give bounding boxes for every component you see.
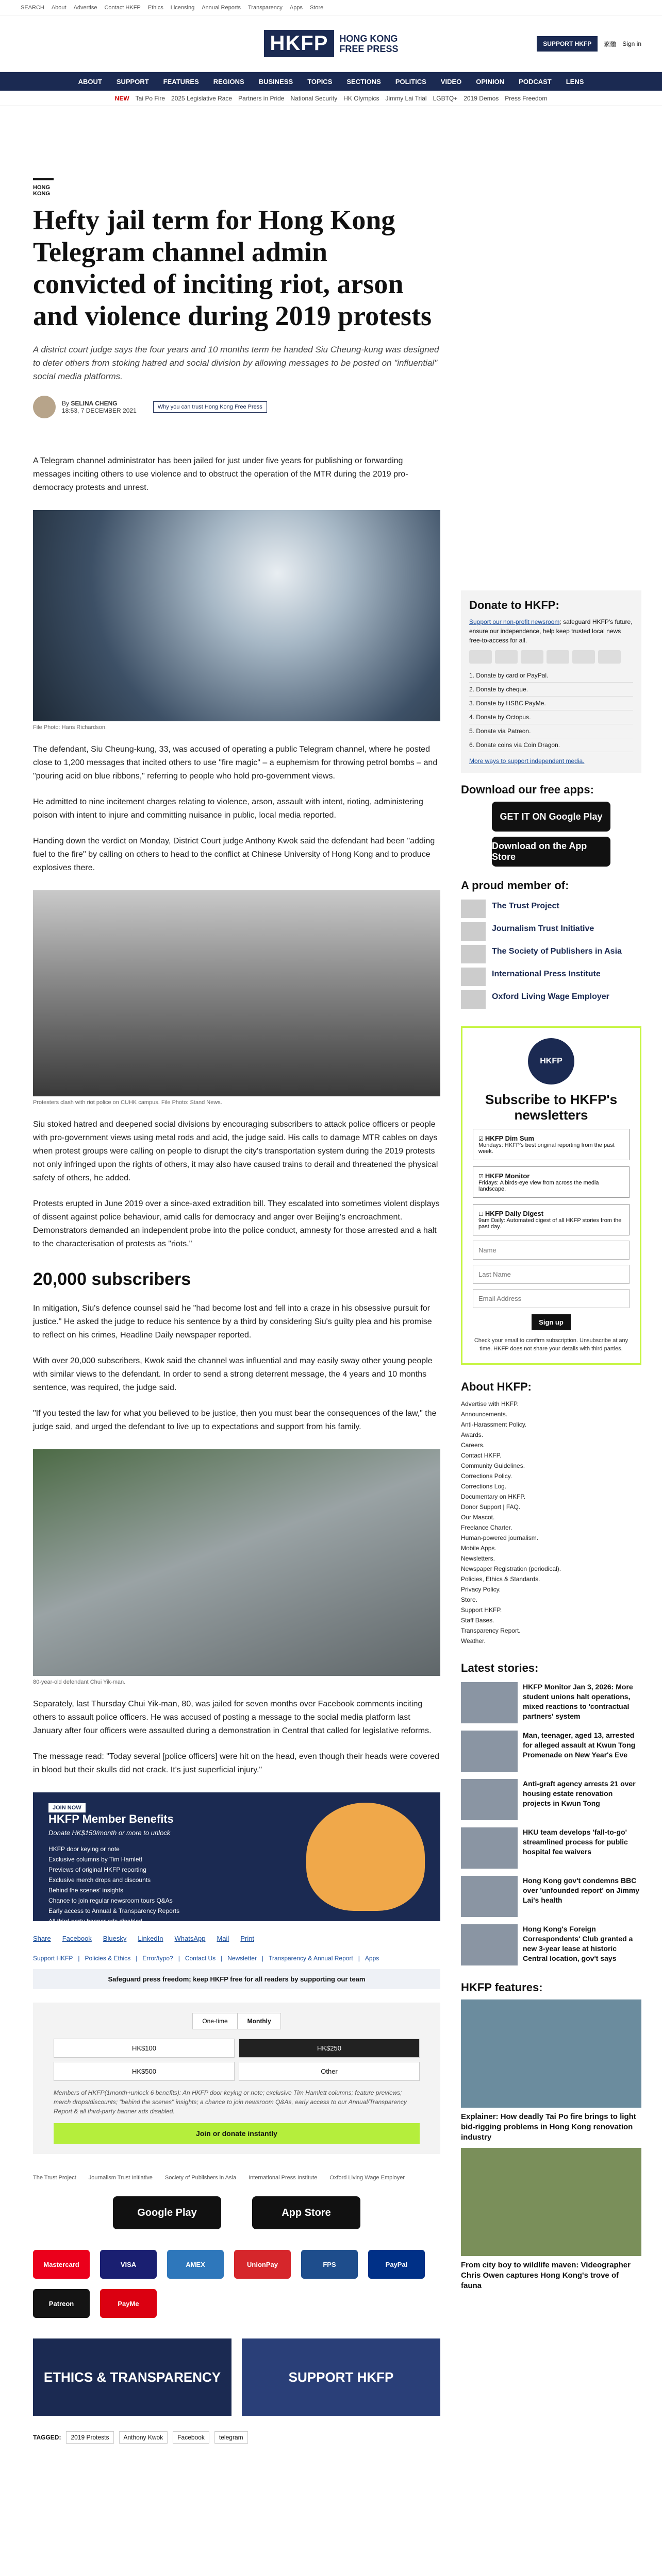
about-link[interactable]: Our Mascot. [461, 1514, 495, 1521]
patreon-icon: Patreon [33, 2289, 90, 2318]
latest-item[interactable]: Hong Kong's Foreign Correspondents' Club granted a new 3-year lease at historic Central location, gov't says [461, 1924, 641, 1965]
about-link[interactable]: Privacy Policy. [461, 1586, 501, 1593]
header-actions [537, 36, 641, 52]
amount-other[interactable]: Other [239, 2062, 420, 2081]
share-whatsapp[interactable]: WhatsApp [174, 1935, 206, 1942]
card-icon [495, 650, 518, 664]
paragraph: The defendant, Siu Cheung-kung, 33, was accused of operating a public Telegram channel, where he posted close to 1,200 messages that incited others to use "fire magic" – a euphemism for throwing petrol bombs – and "pouring acid on blue ribbons," referring to people who hold pro-government views. [33, 745, 438, 781]
share-label[interactable]: Share [33, 1935, 51, 1942]
latest-item[interactable]: Man, teenager, aged 13, arrested for alleged assault at Kwun Tong Promenade on New Year's Eve [461, 1731, 641, 1772]
about-link[interactable]: Community Guidelines. [461, 1462, 525, 1469]
about-link[interactable]: Contact HKFP. [461, 1452, 502, 1459]
card-icon [469, 650, 492, 664]
about-link[interactable]: Newspaper Registration (periodical). [461, 1565, 561, 1572]
email-field[interactable] [473, 1289, 630, 1308]
benefit-item: Exclusive merch drops and discounts [48, 1876, 151, 1884]
article-title: Hefty jail term for Hong Kong Telegram channel admin convicted of inciting riot, arson and violence during 2019 protests [33, 205, 432, 331]
support-link[interactable]: Apps [365, 1955, 379, 1962]
sidebar-heading: Donate to HKFP: [469, 599, 559, 612]
card-icon [572, 650, 595, 664]
thumbnail [461, 1682, 518, 1723]
sign-in-link[interactable]: Sign in [622, 40, 641, 47]
donate-option[interactable]: 2. Donate by cheque. [469, 683, 633, 697]
amount-option[interactable]: HK$100 [54, 2039, 235, 2058]
feature-image[interactable] [461, 1999, 641, 2108]
nav-topics[interactable]: TOPICS [307, 77, 333, 86]
member-benefits-promo[interactable] [33, 1792, 440, 1925]
about-link[interactable]: Store. [461, 1596, 478, 1603]
about-link[interactable]: Transparency Report. [461, 1627, 521, 1634]
card-icon [547, 650, 569, 664]
one-time-tab[interactable]: One-time [192, 2013, 237, 2029]
features-section [461, 1981, 641, 2291]
thumbnail [461, 1924, 518, 1965]
logo-mark: HKFP [264, 30, 335, 57]
paragraph: With over 20,000 subscribers, Kwok said the channel was influential and may easily sway other young people with similar views to the defendant. In order to send a strong deterrent message, the 4 years and 10 months sentence, was required, the judge said. [33, 1357, 433, 1392]
tag[interactable]: Anthony Kwok [119, 2431, 168, 2444]
trending-bar [0, 91, 662, 106]
sidebar-heading: A proud member of: [461, 879, 569, 892]
signup-button[interactable]: Sign up [532, 1314, 571, 1330]
trending-item[interactable]: 2019 Demos [464, 94, 499, 102]
caption: Protesters clash with riot police on CUHK campus. File Photo: Stand News. [33, 1099, 222, 1106]
amex-icon: AMEX [167, 2250, 224, 2279]
latest-item[interactable]: Hong Kong gov't condemns BBC over 'unfounded report' on Jimmy Lai's health [461, 1876, 641, 1917]
paragraph: Siu stoked hatred and deepened social divisions by encouraging subscribers to attack police officers or people with pro-government views using metal rods and acid, the judge said. His calls to damage MTR cables on days when protest groups were calling on people to disrupt the city's transportation system during the 2019 protests not only infringed upon the rights of others, it may also have caused trains to derail and threatened the physical safety of others, he added. [33, 1120, 438, 1182]
about-link[interactable]: Corrections Policy. [461, 1472, 512, 1480]
tag-list [33, 2431, 440, 2444]
support-link[interactable]: Newsletter [227, 1955, 257, 1962]
feature-image[interactable] [461, 2148, 641, 2256]
sidebar [461, 106, 641, 2444]
support-link[interactable]: Policies & Ethics [85, 1955, 131, 1962]
logo-text: HONG KONG FREE PRESS [339, 33, 399, 54]
paypal-icon: PayPal [368, 2250, 425, 2279]
member-logo[interactable]: The Trust Project [461, 897, 641, 915]
section-heading: 20,000 subscribers [33, 1269, 191, 1289]
donate-link[interactable]: Support our non-profit newsroom [469, 618, 560, 625]
promo-subtitle: Donate HK$150/month or more to unlock [48, 1829, 171, 1837]
trust-link[interactable]: Why you can trust Hong Kong Free Press [153, 401, 267, 413]
paragraph: He admitted to nine incitement charges relating to violence, arson, assault with intent, rioting, administering poison with intent to injure and committing nuisance in public, local media reported. [33, 798, 423, 820]
topbar-licensing[interactable]: Licensing [170, 4, 195, 11]
nav-opinion[interactable]: OPINION [476, 77, 505, 86]
latest-item[interactable]: HKFP Monitor Jan 3, 2026: More student unions halt operations, mixed reactions to 'contractual partners' system [461, 1682, 641, 1723]
visa-icon: VISA [100, 2250, 157, 2279]
join-now-badge[interactable]: JOIN NOW [48, 1803, 86, 1812]
nav-business[interactable]: BUSINESS [258, 77, 293, 86]
donate-widget [33, 2003, 440, 2154]
thumbnail [461, 1779, 518, 1820]
new-label: NEW [114, 94, 129, 102]
sidebar-heading: Download our free apps: [461, 783, 594, 796]
trending-item[interactable]: Tai Po Fire [135, 94, 166, 102]
donate-option[interactable]: 4. Donate by Octopus. [469, 710, 633, 724]
benefit-item: Exclusive columns by Tim Hamlett [48, 1856, 143, 1863]
share-bar [33, 1935, 440, 1942]
amount-option-selected[interactable]: HK$250 [239, 2039, 420, 2058]
share-bluesky[interactable]: Bluesky [103, 1935, 127, 1942]
app-badges [33, 2196, 440, 2229]
trending-item[interactable]: HK Olympics [343, 94, 379, 102]
topbar-about[interactable]: About [51, 4, 67, 11]
amount-options [54, 2039, 420, 2081]
nav-regions[interactable]: REGIONS [213, 77, 244, 86]
nav-support[interactable]: SUPPORT [116, 77, 149, 86]
topbar [0, 0, 662, 15]
donate-sidebar: Donate to HKFP: Support our non-profit newsroom; safeguard HKFP's future, ensure our independence, help keep trusted local news free-to-access for all. 1. Donate by card or PayPal. 2. Donate by cheque. 3. Donate by HSBC PayMe. 4. Donate by Octopus. 5. Donate via Patreon. 6. Donate coins via Coin Dragon. More ways to support independent media. [461, 590, 641, 773]
benefit-item: Chance to join regular newsroom tours Q&As [48, 1897, 173, 1904]
tags-label: TAGGED: [33, 2434, 61, 2441]
feature-title[interactable]: From city boy to wildlife maven: Videographer Chris Owen captures Hong Kong's trove of fauna [461, 2261, 631, 2290]
donate-option[interactable]: 6. Donate coins via Coin Dragon. [469, 738, 633, 752]
about-link[interactable]: Corrections Log. [461, 1483, 507, 1490]
author-name[interactable]: SELINA CHENG [71, 400, 118, 407]
fps-icon: FPS [301, 2250, 358, 2279]
nav-features[interactable]: FEATURES [163, 77, 199, 86]
paragraph: Handing down the verdict on Monday, District Court judge Anthony Kwok said the defendant had been "adding fuel to the fire" by calling on others to head to the conflict at Chinese University of Hong Kong and to produce explosives there. [33, 837, 435, 872]
more-ways-link[interactable]: More ways to support independent media. [469, 757, 585, 765]
sopa-logo[interactable]: Society of Publishers in Asia [164, 2175, 237, 2181]
benefit-item: Early access to Annual & Transparency Reports [48, 1907, 180, 1914]
donate-note: Members of HKFP(1month+unlock 6 benefits): An HKFP door keying or note; exclusive Tim Hamlett columns; feature previews; merch drops/discounts; "behind the scenes" insights; a chance to join newsroom Q&As, early access to our Annual/Transparency Report & all third-party banner ads disabled. [54, 2089, 407, 2115]
trending-item[interactable]: 2025 Legislative Race [171, 94, 233, 102]
topbar-search[interactable]: SEARCH [21, 4, 44, 11]
about-link[interactable]: Donor Support | FAQ. [461, 1503, 521, 1511]
topbar-ethics[interactable]: Ethics [147, 4, 163, 11]
nav-politics[interactable]: POLITICS [395, 77, 426, 86]
trust-project-logo[interactable]: The Trust Project [33, 2175, 76, 2181]
nav-video[interactable]: VIDEO [440, 77, 462, 86]
about-link[interactable]: Staff Bases. [461, 1617, 494, 1624]
about-link[interactable]: Anti-Harassment Policy. [461, 1421, 527, 1428]
language-toggle[interactable]: 繁體 [604, 40, 617, 48]
promo-banners [33, 2338, 440, 2416]
about-link[interactable]: Announcements. [461, 1411, 508, 1418]
donate-option[interactable]: 3. Donate by HSBC PayMe. [469, 697, 633, 710]
article-category[interactable]: HONG KONG [33, 178, 54, 197]
last-name-field[interactable] [473, 1265, 630, 1284]
card-icon [521, 650, 543, 664]
sidebar-heading: About HKFP: [461, 1380, 532, 1393]
deer-mascot-icon [306, 1803, 425, 1911]
payment-methods [33, 2250, 440, 2318]
sidebar-heading: Latest stories: [461, 1662, 539, 1674]
caption: 80-year-old defendant Chui Yik-man. [33, 1679, 126, 1685]
ethics-banner[interactable]: ETHICS & TRANSPARENCY [33, 2338, 231, 2416]
benefit-item: HKFP door keying or note [48, 1845, 120, 1853]
about-link[interactable]: Weather. [461, 1637, 486, 1645]
byline: By SELINA CHENG 18:53, 7 DECEMBER 2021 Why you can trust Hong Kong Free Press [33, 396, 440, 418]
author-avatar [33, 396, 56, 418]
support-link[interactable]: Contact Us [185, 1955, 216, 1962]
paragraph: In mitigation, Siu's defence counsel said he "had become lost and fell into a craze in his obsessive pursuit for justice." He asked the judge to reduce his sentence by a third by considering Siu's guilty plea and his promise to reflect on his crimes, Headline Daily newspaper reported. [33, 1304, 432, 1340]
member-logo[interactable]: Journalism Trust Initiative [461, 920, 641, 938]
share-print[interactable]: Print [240, 1935, 255, 1942]
support-button[interactable]: SUPPORT HKFP [537, 36, 598, 52]
about-link[interactable]: Human-powered journalism. [461, 1534, 539, 1541]
member-logo[interactable]: International Press Institute [461, 965, 641, 983]
about-link[interactable]: Advertise with HKFP. [461, 1400, 519, 1408]
support-link[interactable]: Support HKFP [33, 1955, 73, 1962]
tag[interactable]: telegram [214, 2431, 248, 2444]
benefit-item: All third-party banner ads disabled [48, 1918, 143, 1925]
paragraph: A Telegram channel administrator has been jailed for just under five years for publishing or forwarding messages inciting others to use violence and to obstruct the operation of the MTR during the 2019 pro-democracy protests and unrest. [33, 456, 408, 492]
thumbnail [461, 1731, 518, 1772]
living-wage-logo[interactable]: Oxford Living Wage Employer [329, 2175, 405, 2181]
sidebar-heading: HKFP features: [461, 1981, 543, 1994]
google-play-badge[interactable]: Google Play [113, 2196, 221, 2229]
monthly-tab[interactable]: Monthly [238, 2013, 281, 2029]
member-logo[interactable]: The Society of Publishers in Asia [461, 943, 641, 960]
trending-item[interactable]: National Security [290, 94, 338, 102]
trending-item[interactable]: Jimmy Lai Trial [385, 94, 427, 102]
mastercard-icon: Mastercard [33, 2250, 90, 2279]
unionpay-icon: UnionPay [234, 2250, 291, 2279]
about-link[interactable]: Awards. [461, 1431, 484, 1438]
topbar-store[interactable]: Store [309, 4, 324, 11]
share-linkedin[interactable]: LinkedIn [138, 1935, 163, 1942]
google-play-badge[interactable]: GET IT ON Google Play [492, 802, 610, 832]
about-link[interactable]: Documentary on HKFP. [461, 1493, 526, 1500]
donate-option[interactable]: 1. Donate by card or PayPal. [469, 669, 633, 683]
trending-item[interactable]: Press Freedom [505, 94, 548, 102]
promo-title: HKFP Member Benefits [48, 1812, 174, 1825]
payme-icon: PayMe [100, 2289, 157, 2318]
cuhk-clash-photo [33, 890, 440, 1096]
newsletter-option[interactable]: ☐ HKFP Daily Digest 9am Daily: Automated digest of all HKFP stories from the past day. [473, 1204, 630, 1235]
about-link[interactable]: Newsletters. [461, 1555, 495, 1562]
about-list [461, 1399, 641, 1646]
thumbnail [461, 1827, 518, 1869]
site-logo[interactable] [264, 30, 399, 57]
paragraph: "If you tested the law for what you believed to be justice, then you must bear the consequences of the law," the judge said, and urged the defendant to live up to expectations and support from his family. [33, 1409, 437, 1431]
tag[interactable]: Facebook [173, 2431, 209, 2444]
nav-lens[interactable]: LENS [566, 77, 584, 86]
topbar-contact[interactable]: Contact HKFP [104, 4, 141, 11]
support-strip[interactable]: Safeguard press freedom; keep HKFP free for all readers by supporting our team [33, 1969, 440, 1989]
hkfp-logo-icon: HKFP [528, 1038, 574, 1084]
support-links: Support HKFP | Policies & Ethics | Error/typo? | Contact Us | Newsletter | Transparency & Annual Report | Apps [33, 1955, 379, 1962]
telegram-photo [33, 510, 440, 721]
app-store-badge[interactable]: App Store [252, 2196, 360, 2229]
article-main [33, 106, 440, 2444]
support-link[interactable]: Transparency & Annual Report [269, 1955, 353, 1962]
article-summary: A district court judge says the four years and 10 months term he handed Siu Cheung-kung was designed to deter others from stoking hatred and social division by allowing messages to be posted on "influential" social media platforms. [33, 345, 439, 381]
main-nav [0, 72, 662, 91]
support-link[interactable]: Error/typo? [142, 1955, 173, 1962]
ipi-logo[interactable]: International Press Institute [249, 2175, 318, 2181]
support-banner[interactable]: SUPPORT HKFP [242, 2338, 440, 2416]
thumbnail [461, 1876, 518, 1917]
topbar-advertise[interactable]: Advertise [73, 4, 97, 11]
paragraph: Separately, last Thursday Chui Yik-man, 80, was jailed for seven months over Facebook comments inciting others to assault police officers. He was accused of posting a message to the social media platform last January after four officers were assaulted during a demonstration in Central that called for legislative reforms. [33, 1700, 432, 1735]
about-link[interactable]: Mobile Apps. [461, 1545, 496, 1552]
topbar-transparency[interactable]: Transparency [248, 4, 283, 11]
paragraph: The message read: "Today several [police officers] were hit on the head, even though their heads were covered in blood but their skulls did not crack. It's just superficial injury." [33, 1752, 440, 1774]
nav-sections[interactable]: SECTIONS [346, 77, 381, 86]
sidebar-payment-icons [469, 650, 633, 664]
publish-date: 18:53, 7 DECEMBER 2021 [62, 407, 137, 414]
about-link[interactable]: Careers. [461, 1442, 485, 1449]
frequency-toggle [54, 2013, 420, 2029]
benefit-item: Previews of original HKFP reporting [48, 1866, 146, 1873]
nav-podcast[interactable]: PODCAST [519, 77, 552, 86]
feature-title[interactable]: Explainer: How deadly Tai Po fire brings to light bid-rigging problems in Hong Kong renovation industry [461, 2112, 636, 2142]
site-header [0, 15, 662, 72]
latest-stories [461, 1662, 641, 1965]
member-logos [33, 2175, 440, 2181]
newsletter-option[interactable]: ☑ HKFP Monitor Fridays: A birds-eye view from across the media landscape. [473, 1166, 630, 1198]
newsletter-option[interactable]: ☑ HKFP Dim Sum Mondays: HKFP's best original reporting from the past week. [473, 1129, 630, 1160]
card-icon [598, 650, 621, 664]
topbar-apps[interactable]: Apps [289, 4, 303, 11]
trending-item[interactable]: LGBTQ+ [433, 94, 458, 102]
latest-item[interactable]: Anti-graft agency arrests 21 over housing estate renovation projects in Kwun Tong [461, 1779, 641, 1820]
defendant-photo [33, 1449, 440, 1676]
donate-option[interactable]: 5. Donate via Patreon. [469, 724, 633, 738]
first-name-field[interactable] [473, 1241, 630, 1260]
donate-button[interactable]: Join or donate instantly [54, 2123, 420, 2144]
paragraph: Protests erupted in June 2019 over a since-axed extradition bill. They escalated into sometimes violent displays of dissent against police behaviour, amid calls for democracy and anger over Beijing's encroachment. Demonstrators demanded an independent probe into the police conduct, amnesty for those arrested and a halt to the characterisation of protests as "riots." [33, 1199, 440, 1248]
member-logo[interactable]: Oxford Living Wage Employer [461, 988, 641, 1006]
trending-item[interactable]: Partners in Pride [238, 94, 285, 102]
share-mail[interactable]: Mail [217, 1935, 229, 1942]
jti-logo[interactable]: Journalism Trust Initiative [88, 2175, 153, 2181]
newsletter-title: Subscribe to HKFP's newsletters [485, 1092, 618, 1123]
tag[interactable]: 2019 Protests [66, 2431, 113, 2444]
benefit-item: Behind the scenes' insights [48, 1887, 124, 1894]
newsletter-box [461, 1026, 641, 1365]
share-facebook[interactable]: Facebook [62, 1935, 92, 1942]
newsletter-fineprint: Check your email to confirm subscription. Unsubscribe at any time. HKFP does not share your details with third parties. [474, 1337, 628, 1352]
caption: File Photo: Hans Richardson. [33, 724, 107, 731]
nav-about[interactable]: ABOUT [78, 77, 102, 86]
about-link[interactable]: Support HKFP. [461, 1606, 502, 1614]
topbar-annual[interactable]: Annual Reports [202, 4, 241, 11]
about-link[interactable]: Policies, Ethics & Standards. [461, 1575, 540, 1583]
app-store-badge[interactable]: Download on the App Store [492, 837, 610, 867]
amount-option[interactable]: HK$500 [54, 2062, 235, 2081]
latest-item[interactable]: HKU team develops 'fall-to-go' streamlined process for public hospital fee waivers [461, 1827, 641, 1869]
about-link[interactable]: Freelance Charter. [461, 1524, 512, 1531]
